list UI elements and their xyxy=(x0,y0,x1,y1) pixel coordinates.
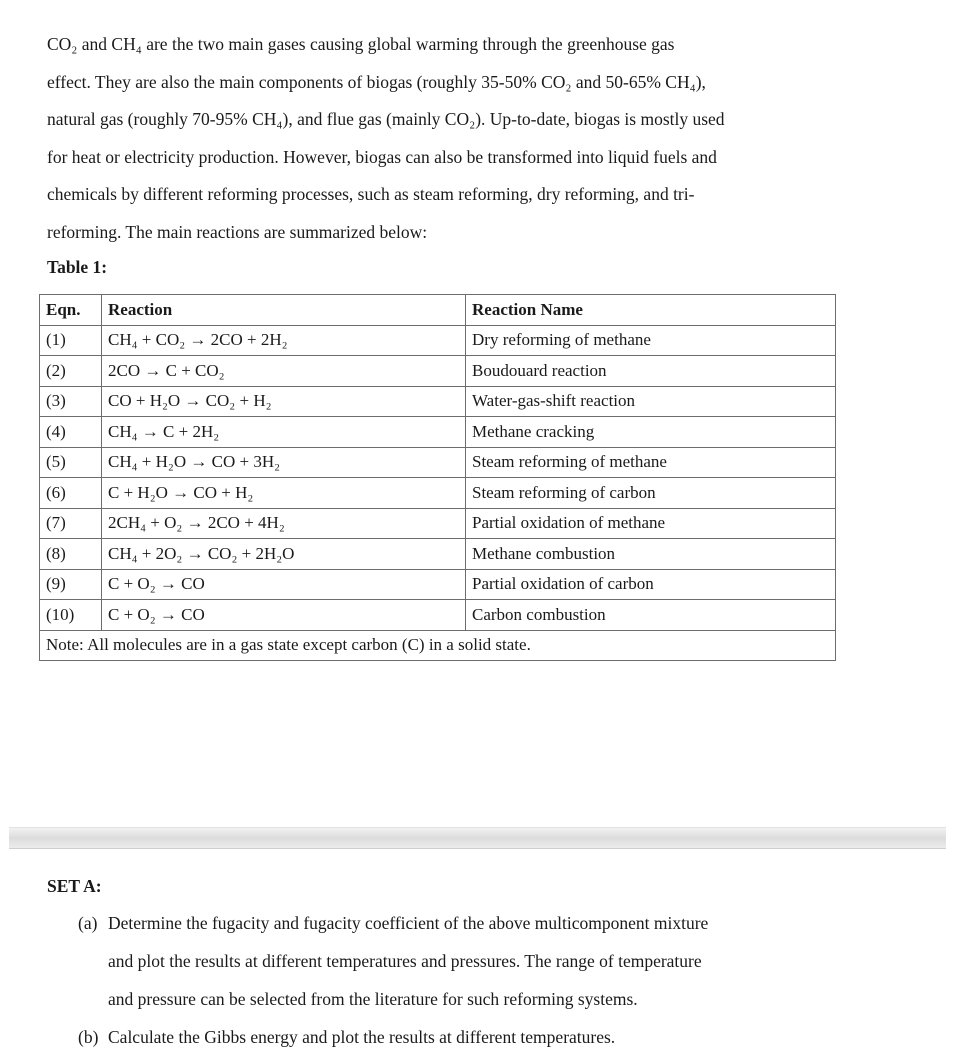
reaction-name-cell: Partial oxidation of methane xyxy=(466,508,836,539)
table-note: Note: All molecules are in a gas state except carbon (C) in a solid state. xyxy=(40,630,836,661)
header-eqn: Eqn. xyxy=(40,295,102,326)
question-a-line: Determine the fugacity and fugacity coefficient of the above multicomponent mixture xyxy=(108,913,709,933)
reaction-name-cell: Dry reforming of methane xyxy=(466,325,836,356)
table-row xyxy=(40,600,836,631)
table-row xyxy=(40,539,836,570)
intro-line: reforming. The main reactions are summarized below: xyxy=(47,221,428,242)
reaction-cell: CH₄ + CO₂ → 2CO + 2H₂ xyxy=(102,325,466,356)
reaction-cell: CH₄ + 2O₂ → CO₂ + 2H₂O xyxy=(102,539,466,570)
table-row xyxy=(40,386,836,417)
eqn-cell: (8) xyxy=(40,539,102,570)
eqn-cell: (5) xyxy=(40,447,102,478)
table-header-row xyxy=(40,295,836,326)
reaction-name-cell: Methane cracking xyxy=(466,417,836,448)
intro-line: CO₂ and CH₄ are the two main gases causing global warming through the greenhouse gas xyxy=(47,34,675,54)
eqn-cell: (6) xyxy=(40,478,102,509)
table-row xyxy=(40,447,836,478)
reaction-cell: 2CO → C + CO₂ xyxy=(102,356,466,387)
question-a-label: (a) xyxy=(78,913,98,933)
intro-line: effect. They are also the main components of biogas (roughly 35-50% CO₂ and 50-65% CH₄), xyxy=(47,71,706,92)
table-row xyxy=(40,478,836,509)
reaction-cell: C + O₂ → CO xyxy=(102,600,466,631)
reaction-cell: CO + H₂O → CO₂ + H₂ xyxy=(102,386,466,417)
eqn-cell: (2) xyxy=(40,356,102,387)
question-a xyxy=(78,904,918,1018)
table-row xyxy=(40,325,836,356)
eqn-cell: (3) xyxy=(40,386,102,417)
intro-paragraph xyxy=(47,26,927,251)
question-b xyxy=(78,1018,918,1056)
reaction-name-cell: Partial oxidation of carbon xyxy=(466,569,836,600)
reaction-name-cell: Water-gas-shift reaction xyxy=(466,386,836,417)
intro-line: natural gas (roughly 70-95% CH₄), and flue gas (mainly CO₂). Up-to-date, biogas is mostly used xyxy=(47,109,725,129)
question-a-line: and pressure can be selected from the literature for such reforming systems. xyxy=(108,989,638,1009)
reaction-name-cell: Carbon combustion xyxy=(466,600,836,631)
question-b-label: (b) xyxy=(78,1027,99,1047)
reactions-table xyxy=(39,294,836,661)
question-b-line: Calculate the Gibbs energy and plot the results at different temperatures. xyxy=(108,1027,616,1047)
eqn-cell: (7) xyxy=(40,508,102,539)
table-row xyxy=(40,508,836,539)
eqn-cell: (1) xyxy=(40,325,102,356)
section-divider xyxy=(9,827,946,849)
reaction-name-cell: Steam reforming of carbon xyxy=(466,478,836,509)
reaction-name-cell: Boudouard reaction xyxy=(466,356,836,387)
reaction-cell: CH₄ → C + 2H₂ xyxy=(102,417,466,448)
header-reaction-name: Reaction Name xyxy=(466,295,836,326)
intro-line: for heat or electricity production. However, biogas can also be transformed into liquid fuels and xyxy=(47,146,717,167)
table-note-row xyxy=(40,630,836,661)
table-row xyxy=(40,356,836,387)
question-a-line: and plot the results at different temperatures and pressures. The range of temperature xyxy=(108,951,702,971)
eqn-cell: (9) xyxy=(40,569,102,600)
eqn-cell: (10) xyxy=(40,600,102,631)
table-row xyxy=(40,569,836,600)
intro-line: chemicals by different reforming processes, such as steam reforming, dry reforming, and tri- xyxy=(47,184,695,204)
header-reaction: Reaction xyxy=(102,295,466,326)
reaction-cell: CH₄ + H₂O → CO + 3H₂ xyxy=(102,447,466,478)
set-a-title: SET A: xyxy=(47,876,102,896)
reaction-name-cell: Steam reforming of methane xyxy=(466,447,836,478)
reaction-cell: 2CH₄ + O₂ → 2CO + 4H₂ xyxy=(102,508,466,539)
reaction-cell: C + O₂ → CO xyxy=(102,569,466,600)
reaction-cell: C + H₂O → CO + H₂ xyxy=(102,478,466,509)
table-row xyxy=(40,417,836,448)
eqn-cell: (4) xyxy=(40,417,102,448)
table-caption: Table 1: xyxy=(47,257,108,277)
reaction-name-cell: Methane combustion xyxy=(466,539,836,570)
